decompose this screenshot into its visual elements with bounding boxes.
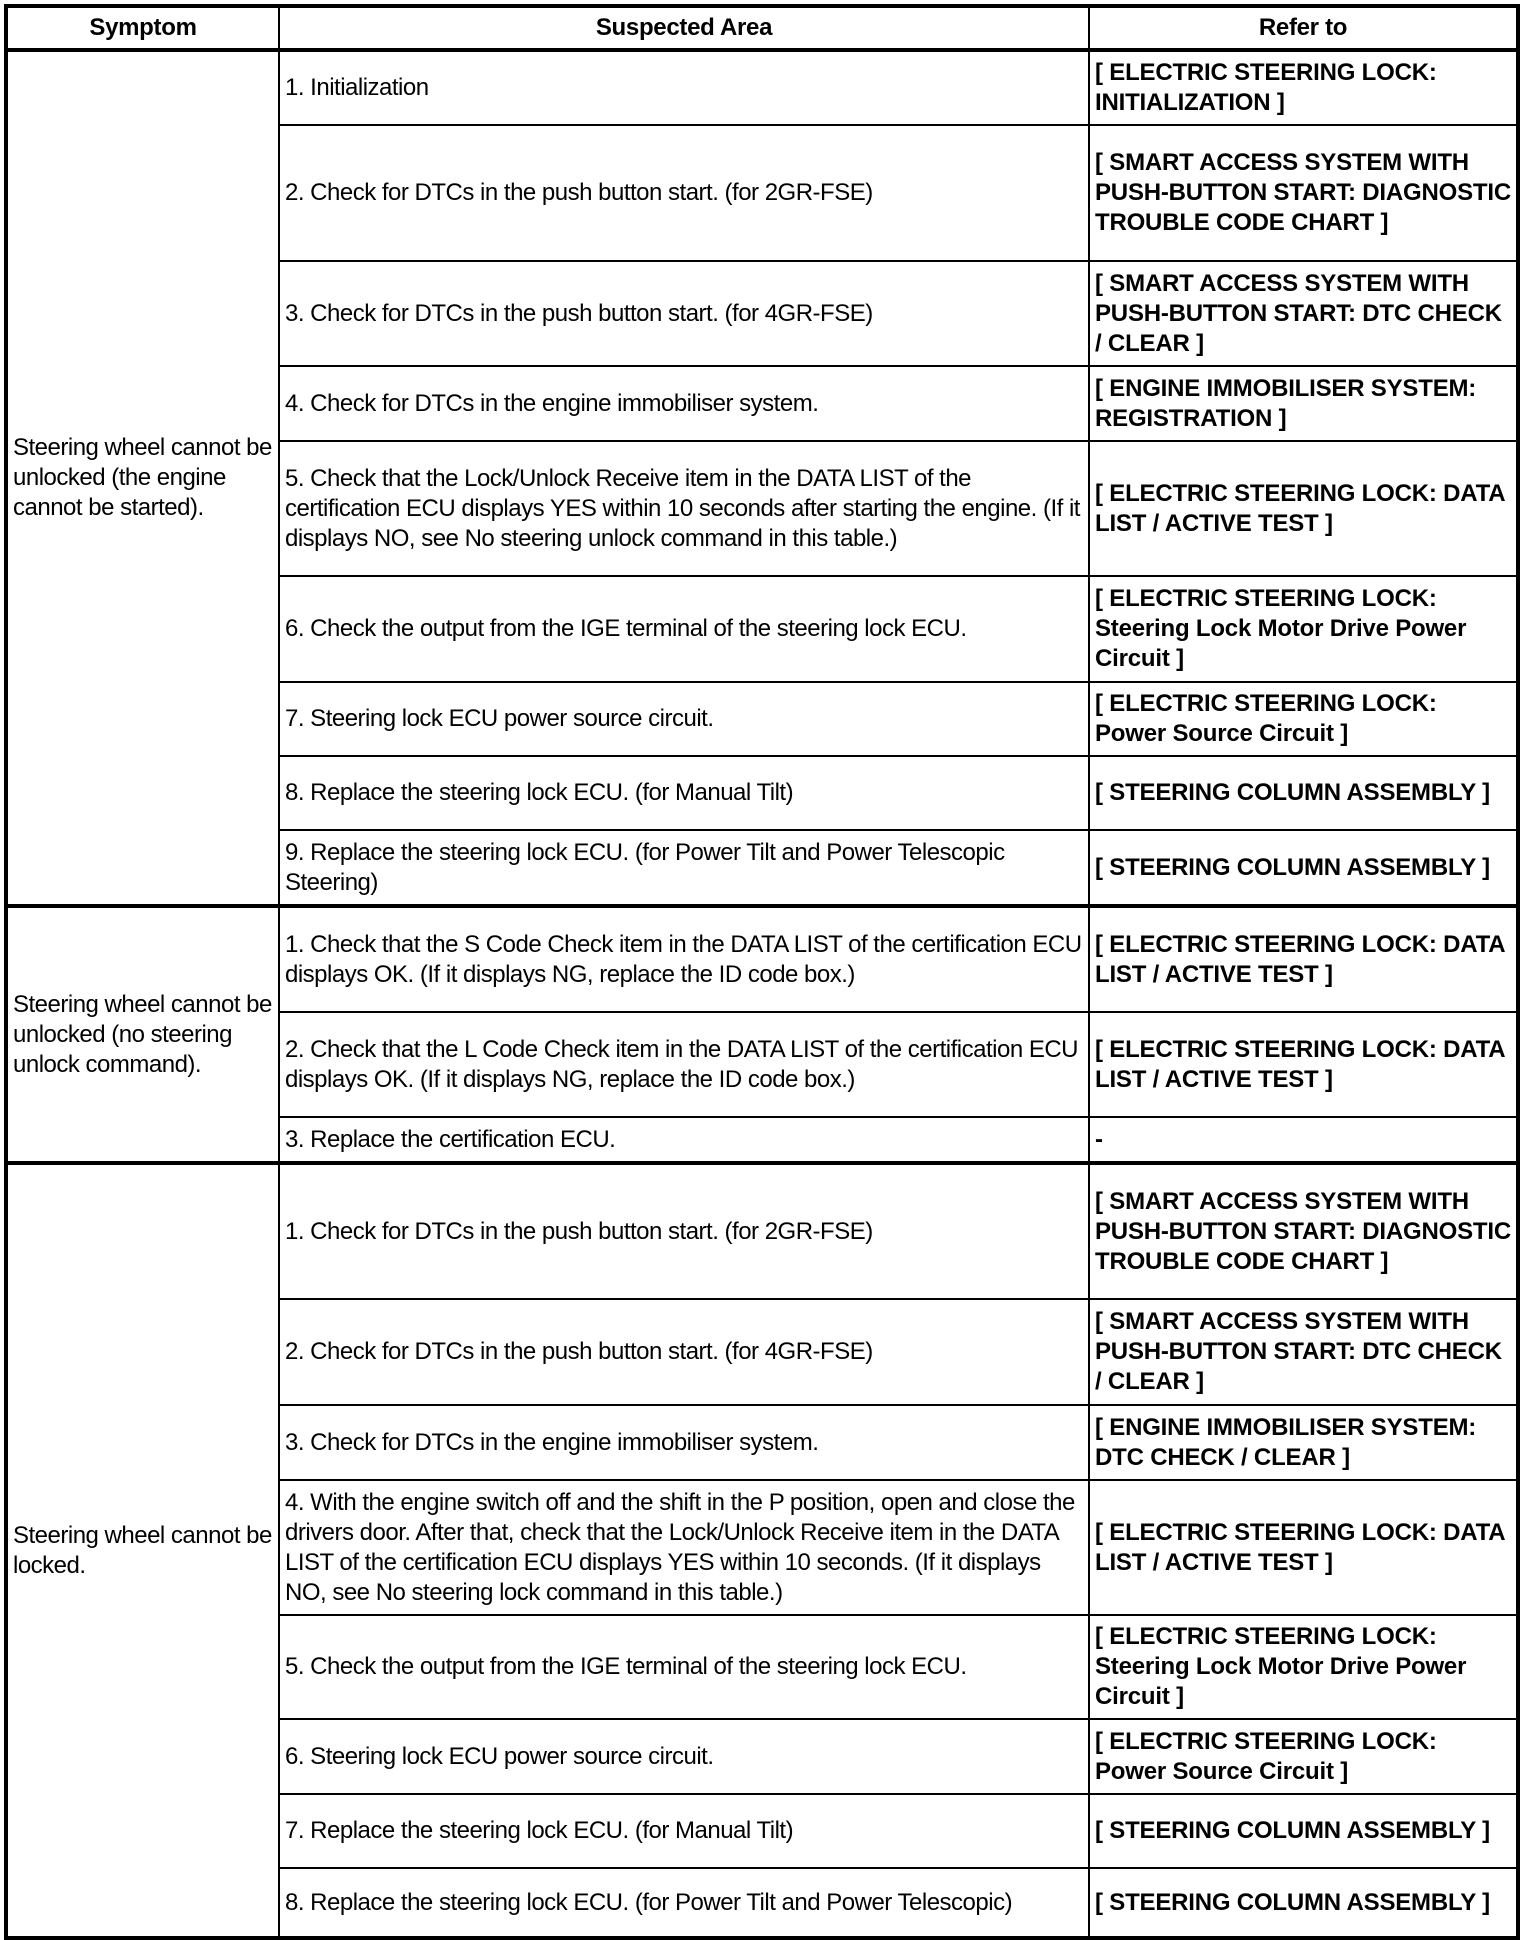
header-suspected-area: Suspected Area [279,6,1089,50]
suspected-area-cell: 9. Replace the steering lock ECU. (for Power Tilt and Power Telescopic Steering) [279,830,1089,906]
refer-to-link[interactable]: [ STEERING COLUMN ASSEMBLY ] [1089,1794,1518,1868]
header-symptom: Symptom [6,6,279,50]
refer-to-link[interactable]: [ STEERING COLUMN ASSEMBLY ] [1089,830,1518,906]
refer-to-link[interactable]: [ ELECTRIC STEERING LOCK: Steering Lock Motor Drive Power Circuit ] [1089,576,1518,682]
refer-to-link[interactable]: [ ELECTRIC STEERING LOCK: INITIALIZATION ] [1089,50,1518,125]
symptom-cell: Steering wheel cannot be unlocked (no steering unlock command). [6,906,279,1163]
troubleshooting-table [4,4,1520,1940]
suspected-area-cell: 5. Check that the Lock/Unlock Receive item in the DATA LIST of the certification ECU displays YES within 10 seconds after starting the engine. (If it displays NO, see No steering unlock command in this table.) [279,441,1089,576]
suspected-area-cell: 7. Steering lock ECU power source circuit. [279,682,1089,756]
refer-to-link[interactable]: [ SMART ACCESS SYSTEM WITH PUSH-BUTTON START: DTC CHECK / CLEAR ] [1089,1299,1518,1405]
refer-to-link[interactable]: [ ENGINE IMMOBILISER SYSTEM: REGISTRATION ] [1089,366,1518,441]
suspected-area-cell: 6. Steering lock ECU power source circuit. [279,1719,1089,1794]
refer-to-link[interactable]: [ SMART ACCESS SYSTEM WITH PUSH-BUTTON START: DTC CHECK / CLEAR ] [1089,261,1518,366]
suspected-area-cell: 5. Check the output from the IGE terminal of the steering lock ECU. [279,1615,1089,1719]
refer-to-link[interactable]: [ ELECTRIC STEERING LOCK: DATA LIST / ACTIVE TEST ] [1089,1480,1518,1615]
suspected-area-cell: 7. Replace the steering lock ECU. (for Manual Tilt) [279,1794,1089,1868]
document-page [4,4,1520,1940]
table-row [6,906,1518,1012]
suspected-area-cell: 1. Check for DTCs in the push button start. (for 2GR-FSE) [279,1163,1089,1299]
suspected-area-cell: 6. Check the output from the IGE terminal of the steering lock ECU. [279,576,1089,682]
refer-to-link[interactable]: [ ELECTRIC STEERING LOCK: Power Source Circuit ] [1089,682,1518,756]
refer-to-link[interactable]: [ STEERING COLUMN ASSEMBLY ] [1089,1868,1518,1938]
suspected-area-cell: 3. Replace the certification ECU. [279,1117,1089,1163]
refer-to-link[interactable]: [ ELECTRIC STEERING LOCK: Power Source Circuit ] [1089,1719,1518,1794]
table-row [6,1163,1518,1299]
suspected-area-cell: 2. Check for DTCs in the push button start. (for 4GR-FSE) [279,1299,1089,1405]
suspected-area-cell: 1. Check that the S Code Check item in the DATA LIST of the certification ECU displays OK. (If it displays NG, replace the ID code box.) [279,906,1089,1012]
suspected-area-cell: 3. Check for DTCs in the engine immobiliser system. [279,1405,1089,1480]
suspected-area-cell: 4. With the engine switch off and the shift in the P position, open and close the drivers door. After that, check that the Lock/Unlock Receive item in the DATA LIST of the certification ECU displays YES within 10 seconds. (If it displays NO, see No steering lock command in this table.) [279,1480,1089,1615]
refer-to-link[interactable]: [ ENGINE IMMOBILISER SYSTEM: DTC CHECK / CLEAR ] [1089,1405,1518,1480]
refer-to-link[interactable]: [ STEERING COLUMN ASSEMBLY ] [1089,756,1518,830]
suspected-area-cell: 4. Check for DTCs in the engine immobiliser system. [279,366,1089,441]
suspected-area-cell: 2. Check for DTCs in the push button start. (for 2GR-FSE) [279,125,1089,261]
header-row [6,6,1518,50]
refer-to-link[interactable]: [ ELECTRIC STEERING LOCK: DATA LIST / ACTIVE TEST ] [1089,1012,1518,1117]
table-row [6,50,1518,125]
refer-to-link[interactable]: [ ELECTRIC STEERING LOCK: DATA LIST / ACTIVE TEST ] [1089,906,1518,1012]
suspected-area-cell: 8. Replace the steering lock ECU. (for Power Tilt and Power Telescopic) [279,1868,1089,1938]
header-refer-to: Refer to [1089,6,1518,50]
refer-to-link[interactable]: [ SMART ACCESS SYSTEM WITH PUSH-BUTTON START: DIAGNOSTIC TROUBLE CODE CHART ] [1089,1163,1518,1299]
refer-to-link[interactable]: [ ELECTRIC STEERING LOCK: DATA LIST / ACTIVE TEST ] [1089,441,1518,576]
symptom-cell: Steering wheel cannot be unlocked (the engine cannot be started). [6,50,279,906]
suspected-area-cell: 3. Check for DTCs in the push button start. (for 4GR-FSE) [279,261,1089,366]
refer-to-link[interactable]: [ SMART ACCESS SYSTEM WITH PUSH-BUTTON START: DIAGNOSTIC TROUBLE CODE CHART ] [1089,125,1518,261]
suspected-area-cell: 8. Replace the steering lock ECU. (for Manual Tilt) [279,756,1089,830]
symptom-cell: Steering wheel cannot be locked. [6,1163,279,1938]
suspected-area-cell: 2. Check that the L Code Check item in the DATA LIST of the certification ECU displays OK. (If it displays NG, replace the ID code box.) [279,1012,1089,1117]
refer-to-link[interactable]: - [1089,1117,1518,1163]
suspected-area-cell: 1. Initialization [279,50,1089,125]
refer-to-link[interactable]: [ ELECTRIC STEERING LOCK: Steering Lock Motor Drive Power Circuit ] [1089,1615,1518,1719]
